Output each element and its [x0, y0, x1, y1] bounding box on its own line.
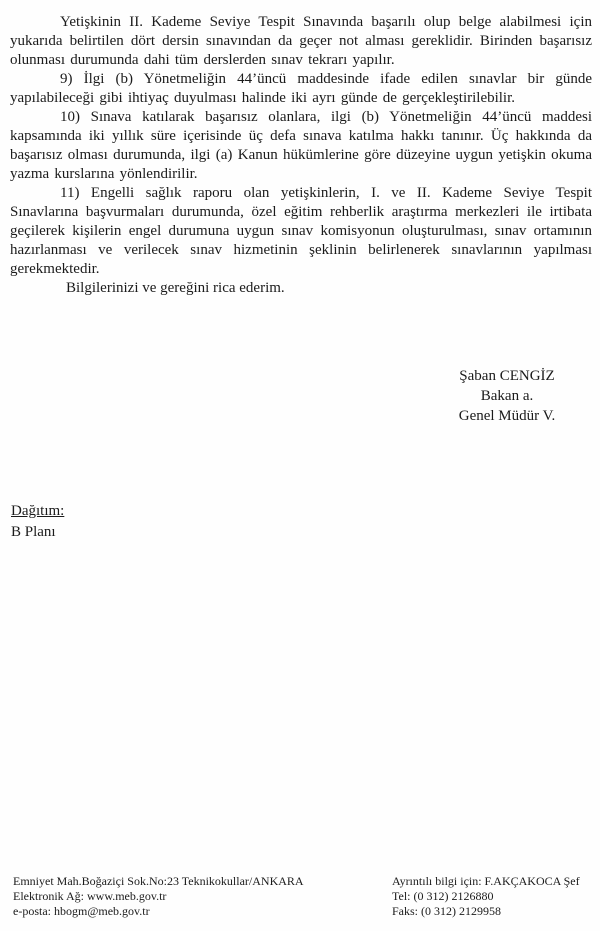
footer-address-line: Emniyet Mah.Boğaziçi Sok.No:23 Teknikokullar/ANKARA: [13, 874, 304, 888]
footer-address-block: [13, 874, 304, 919]
footer-fax-line: Faks: (0 312) 2129958: [392, 904, 501, 918]
footer-phone-line: Tel: (0 312) 2126880: [392, 889, 494, 903]
signatory-on-behalf: Bakan a.: [480, 388, 534, 404]
distribution-item: B Planı: [11, 524, 56, 540]
letter-body: [10, 13, 592, 298]
footer-contact-block: [392, 874, 580, 919]
paragraph-item-11: 11) Engelli sağlık raporu olan yetişkinlerin, I. ve II. Kademe Seviye Tespit Sınavlarına başvurmaları durumunda, özel eğitim rehberlik araştırma merkezleri ile irtibata geçilerek kişilerin engel durumuna uygun sınav komisyonun oluşturulması, sınav ortamının hazırlanması ve verilecek sınav hizmetinin şeklinin belirlenerek sınavlarının yapılması gerekmektedir.: [10, 185, 592, 277]
footer-website-line: Elektronik Ağ: www.meb.gov.tr: [13, 889, 167, 903]
footer-email-line: e-posta: hbogm@meb.gov.tr: [13, 904, 150, 918]
footer-contact-person-line: Ayrıntılı bilgi için: F.AKÇAKOCA Şef: [392, 874, 580, 888]
distribution-block: [11, 501, 64, 543]
paragraph-item-9: 9) İlgi (b) Yönetmeliğin 44’üncü maddesinde ifade edilen sınavlar bir günde yapılabileceği gibi ihtiyaç duyulması halinde iki ayrı günde de gerçekleştirilebilir.: [10, 71, 592, 106]
paragraph-item-10: 10) Sınava katılarak başarısız olanlara, ilgi (b) Yönetmeliğin 44’üncü maddesi kapsamında iki yıllık süre içerisinde üç defa sınava katılma hakkı tanınır. Üç hakkında da başarısız olması durumunda, ilgi (a) Kanun hükümlerine göre düzeyine uygun yetişkin okuma yazma kurslarına yönlendirilir.: [10, 109, 592, 182]
signature-block: [392, 366, 600, 426]
distribution-label: Dağıtım:: [11, 503, 65, 519]
closing-line: Bilgilerinizi ve gereğini rica ederim.: [66, 280, 285, 296]
paragraph-intro: Yetişkinin II. Kademe Seviye Tespit Sınavında başarılı olup belge alabilmesi için yukarıda belirtilen dört dersin sınavından da geçer not alması gereklidir. Birinden başarısız olunması durumunda dahi tüm derslerden sınav tekrarı yapılır.: [10, 14, 592, 68]
signatory-role: Genel Müdür V.: [458, 408, 556, 424]
signatory-name: Şaban CENGİZ: [459, 368, 555, 384]
